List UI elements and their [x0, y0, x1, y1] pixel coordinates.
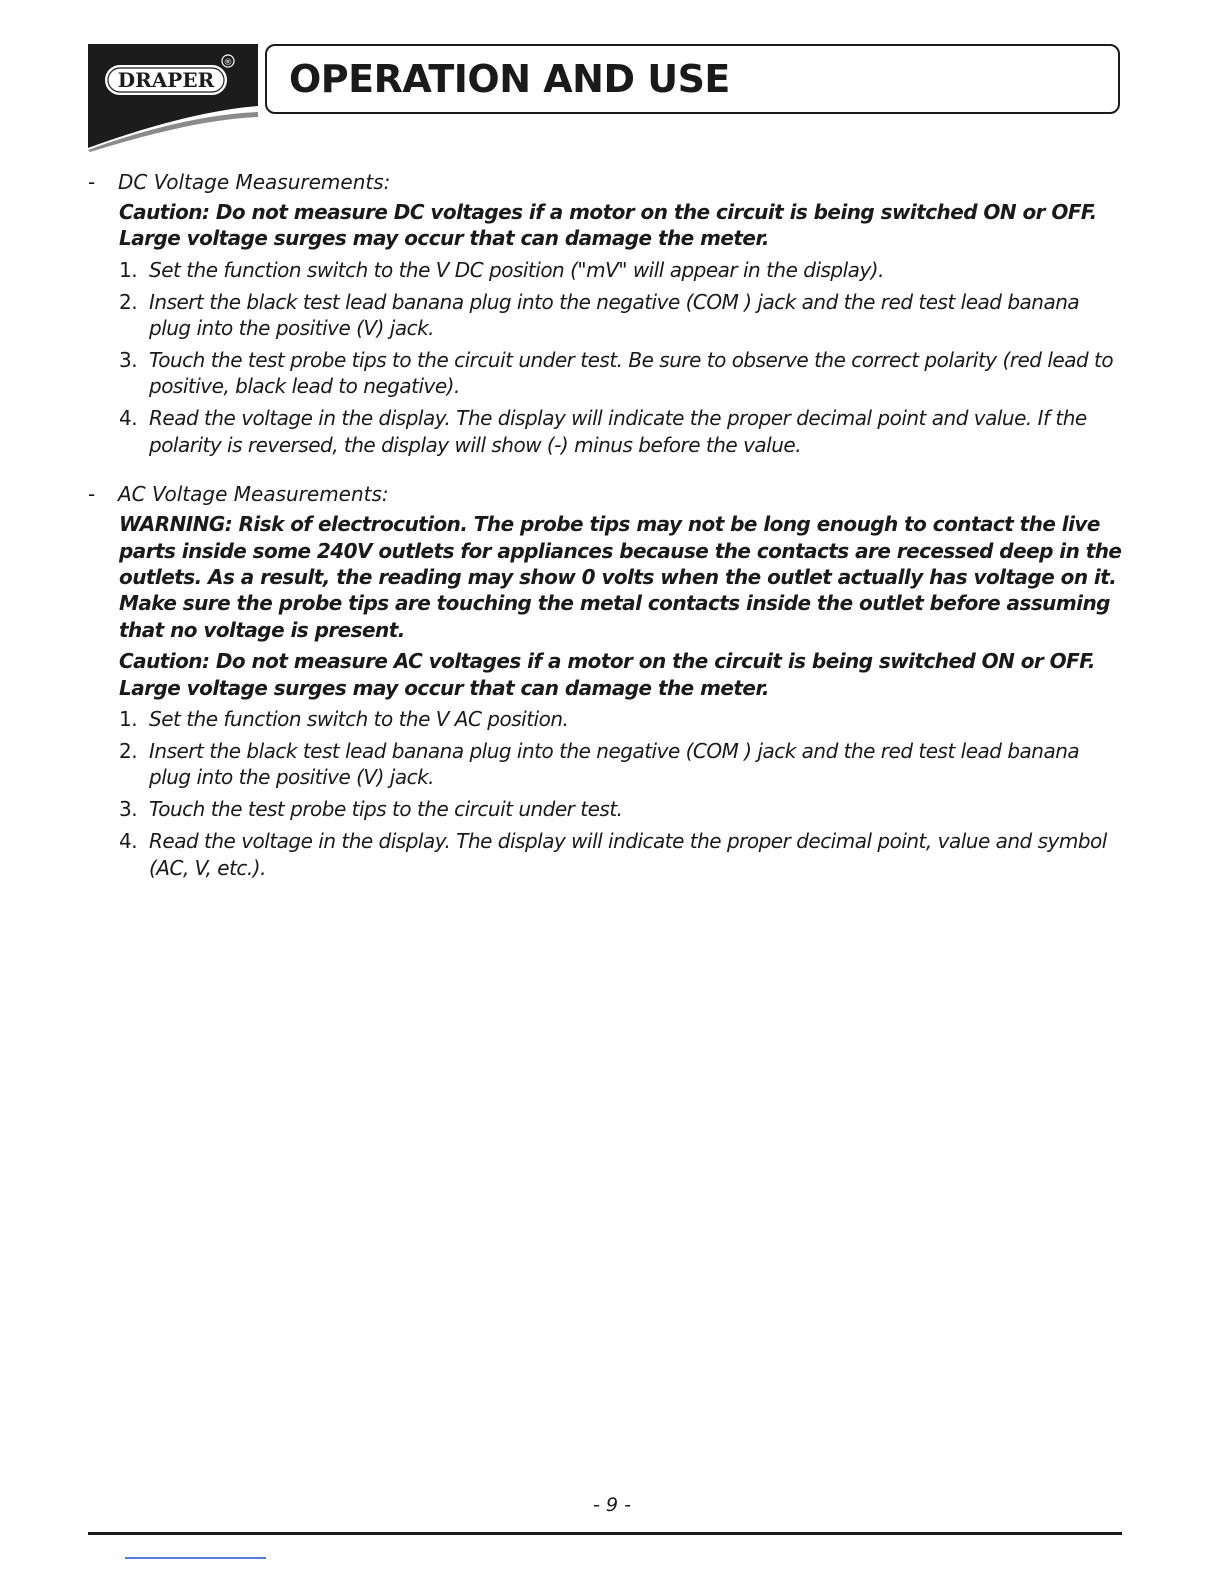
section-ac-voltage — [88, 480, 1124, 881]
brand-logo — [88, 44, 258, 152]
steps-list — [88, 706, 1124, 881]
brand-name: DRAPER — [117, 68, 215, 92]
step-text: Read the voltage in the display. The display will indicate the proper decimal point, value and symbol (AC, V, etc.). — [149, 829, 1107, 880]
step-number: 3. — [119, 348, 138, 373]
steps-list — [88, 257, 1124, 458]
page-number: - 9 - — [593, 1494, 631, 1516]
section-heading-text: AC Voltage Measurements: — [118, 482, 389, 507]
list-item — [119, 347, 1124, 400]
list-item — [119, 706, 1124, 732]
step-number: 2. — [119, 289, 138, 314]
page-title: OPERATION AND USE — [289, 57, 730, 101]
step-number: 3. — [119, 797, 138, 822]
list-item — [119, 257, 1124, 283]
step-text: Set the function switch to the V AC position. — [149, 707, 569, 731]
list-item — [119, 796, 1124, 822]
list-item — [119, 828, 1124, 881]
step-number: 4. — [119, 406, 138, 431]
registered-mark: ® — [223, 58, 233, 68]
section-heading — [88, 480, 1124, 508]
footer-divider — [88, 1532, 1122, 1535]
step-text: Read the voltage in the display. The display will indicate the proper decimal point and value. If the polarity is reversed, the display will show (-) minus before the value. — [149, 406, 1087, 457]
caution-notice: Caution: Do not measure AC voltages if a motor on the circuit is being switched ON or OFF. Large voltage surges may occur that can damage the meter. — [119, 649, 1095, 700]
section-heading — [88, 168, 1124, 196]
section-bullet: - — [88, 482, 96, 507]
brand-logo-graphic — [88, 44, 258, 152]
list-item — [119, 289, 1124, 342]
step-text: Insert the black test lead banana plug into the negative (COM ) jack and the red test lead banana plug into the positive (V) jack. — [149, 738, 1080, 790]
footer-link-underline — [125, 1557, 266, 1559]
warning-notice: WARNING: Risk of electrocution. The probe tips may not be long enough to contact the live parts inside some 240V outlets for appliances because the contacts are recessed deep in the outlets. As a result, the reading may show 0 volts when the outlet actually has voltage on it. Make sure the probe tips are touching the metal contacts inside the outlet before assuming that no voltage is present. — [119, 512, 1122, 642]
section-dc-voltage — [88, 168, 1124, 458]
step-number: 4. — [119, 829, 138, 854]
step-text: Touch the test probe tips to the circuit under test. — [149, 797, 623, 822]
step-number: 1. — [119, 257, 138, 282]
step-text: Set the function switch to the V DC position ("mV" will appear in the display). — [149, 257, 884, 282]
list-item — [119, 405, 1124, 458]
list-item — [119, 738, 1124, 791]
step-text: Touch the test probe tips to the circuit under test. Be sure to observe the correct polarity (red lead to positive, black lead to negative). — [149, 348, 1114, 399]
section-bullet: - — [88, 170, 96, 194]
step-number: 1. — [119, 707, 138, 731]
main-content — [88, 168, 1124, 886]
caution-notice: Caution: Do not measure DC voltages if a motor on the circuit is being switched ON or OFF. Large voltage surges may occur that can damage the meter. — [119, 200, 1097, 251]
step-text: Insert the black test lead banana plug into the negative (COM ) jack and the red test lead banana plug into the positive (V) jack. — [149, 289, 1080, 341]
step-number: 2. — [119, 738, 138, 763]
page-title-box — [265, 44, 1120, 114]
section-heading-text: DC Voltage Measurements: — [118, 170, 391, 194]
